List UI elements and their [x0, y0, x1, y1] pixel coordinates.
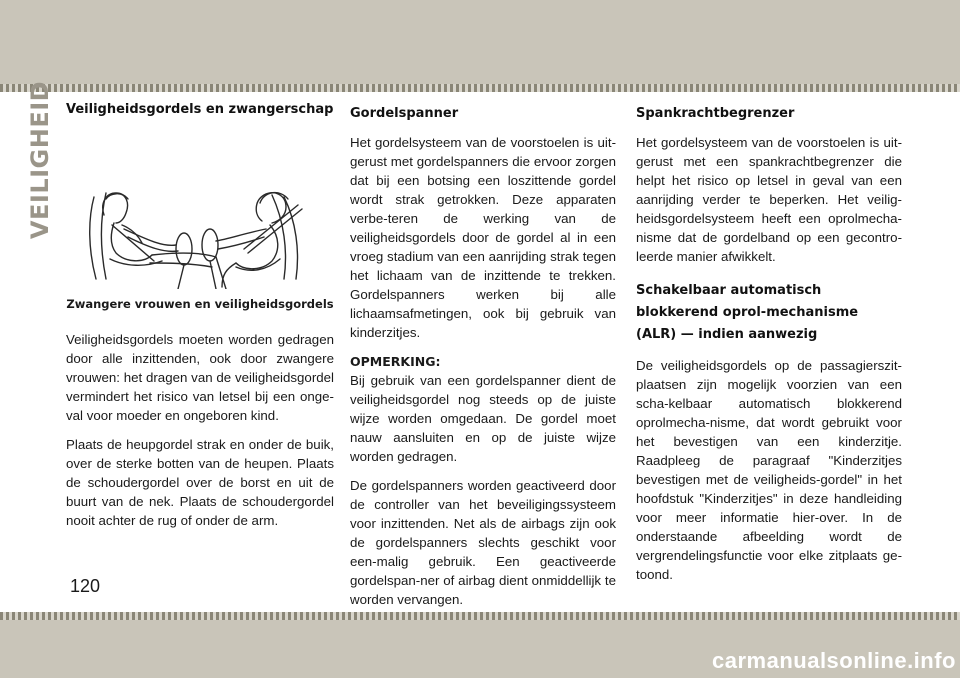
- section-tab-label: VEILIGHEID: [26, 80, 54, 240]
- heading-load-limiter: Spankrachtbegrenzer: [636, 106, 795, 121]
- heading-pregnancy: Veiligheidsgordels en zwangerschap: [66, 102, 334, 117]
- note-text: Bij gebruik van een gordelspanner dient de veiligheidsgordel nog steeds op de juiste wijze worden omgedaan. De gordel moet nauw aansluiten en op de juiste wijze worden gedragen.: [350, 373, 616, 464]
- heading-belt-tensioner: Gordelspanner: [350, 106, 459, 121]
- heading-alr: Schakelbaar automatisch blokkerend oprol-mechanisme (ALR) — indien aanwezig: [636, 283, 859, 342]
- paragraph: Het gordelsysteem van de voorstoelen is uit-gerust met gordelspanners die ervoor zorgen dat bij een botsing een loszittende gordel wordt strak getrokken. Deze apparaten verbe-teren de werking van de veiligheidsgordels door de gordel al in een vroeg stadium van een aanrijding strak tegen het lichaam van de inzittende te trekken. Gordelspanners werken bij alle lichaamsafmetingen, ook bij gebruik van kinderzitjes.: [350, 135, 616, 340]
- page-number: 120: [70, 576, 101, 596]
- footer-stripe: [0, 612, 960, 620]
- paragraph: Plaats de heupgordel strak en onder de buik, over de sterke botten van de heupen. Plaats de schoudergordel over de borst en uit de buurt van de nek. Plaats de schoudergordel nooit achter de rug of onder de arm.: [66, 437, 334, 528]
- column-middle: [350, 100, 616, 619]
- column-left: [66, 100, 334, 540]
- header-band: [0, 0, 960, 84]
- figure-caption: Zwangere vrouwen en veiligheidsgordels: [66, 297, 334, 311]
- paragraph: De gordelspanners worden geactiveerd door de controller van het beveiligingssysteem voor inzittenden. Net als de airbags zijn ook de gordelspanners slechts geschikt voor een-malig gebruik. Een geactiveerde gordelspan-ner of airbag dient onmiddellijk te worden vervangen.: [350, 478, 616, 607]
- header-stripe: [0, 84, 960, 92]
- pregnant-women-seatbelt-illustration: [66, 129, 334, 289]
- paragraph: Veiligheidsgordels moeten worden gedragen door alle inzittenden, ook door zwangere vrouwen: het dragen van de veiligheidsgordel vermindert het risico van letsel bij een onge-val voor moeder en ongeboren kind.: [66, 332, 334, 423]
- paragraph: De veiligheidsgordels op de passagierszit-plaatsen zijn mogelijk voorzien van een scha-kelbaar automatisch blokkerend oprolmecha-nisme, dat wordt gebruikt voor het bevestigen van een kinderzitje. Raadpleeg de paragraaf "Kinderzitjes bevestigen met de veiligheids-gordel" in het hoofdstuk "Kinderzitjes" in deze handleiding voor meer informatie hier-over. In de onderstaande afbeelding wordt de vergrendelingsfunctie voor elke zitplaats ge-toond.: [636, 358, 902, 582]
- section-tab: [22, 80, 58, 240]
- watermark-text: carmanualsonline.info: [712, 648, 956, 673]
- column-right: [636, 100, 902, 594]
- paragraph: Het gordelsysteem van de voorstoelen is uit-gerust met een spankrachtbegrenzer die helpt het risico op letsel in geval van een aanrijding verder te beperken. Het veilig-heidsgordelsysteem heeft een oprolmecha-nisme dat de gordelband op een gecontro-leerde manier afwikkelt.: [636, 135, 902, 264]
- note-title: OPMERKING:: [350, 354, 441, 369]
